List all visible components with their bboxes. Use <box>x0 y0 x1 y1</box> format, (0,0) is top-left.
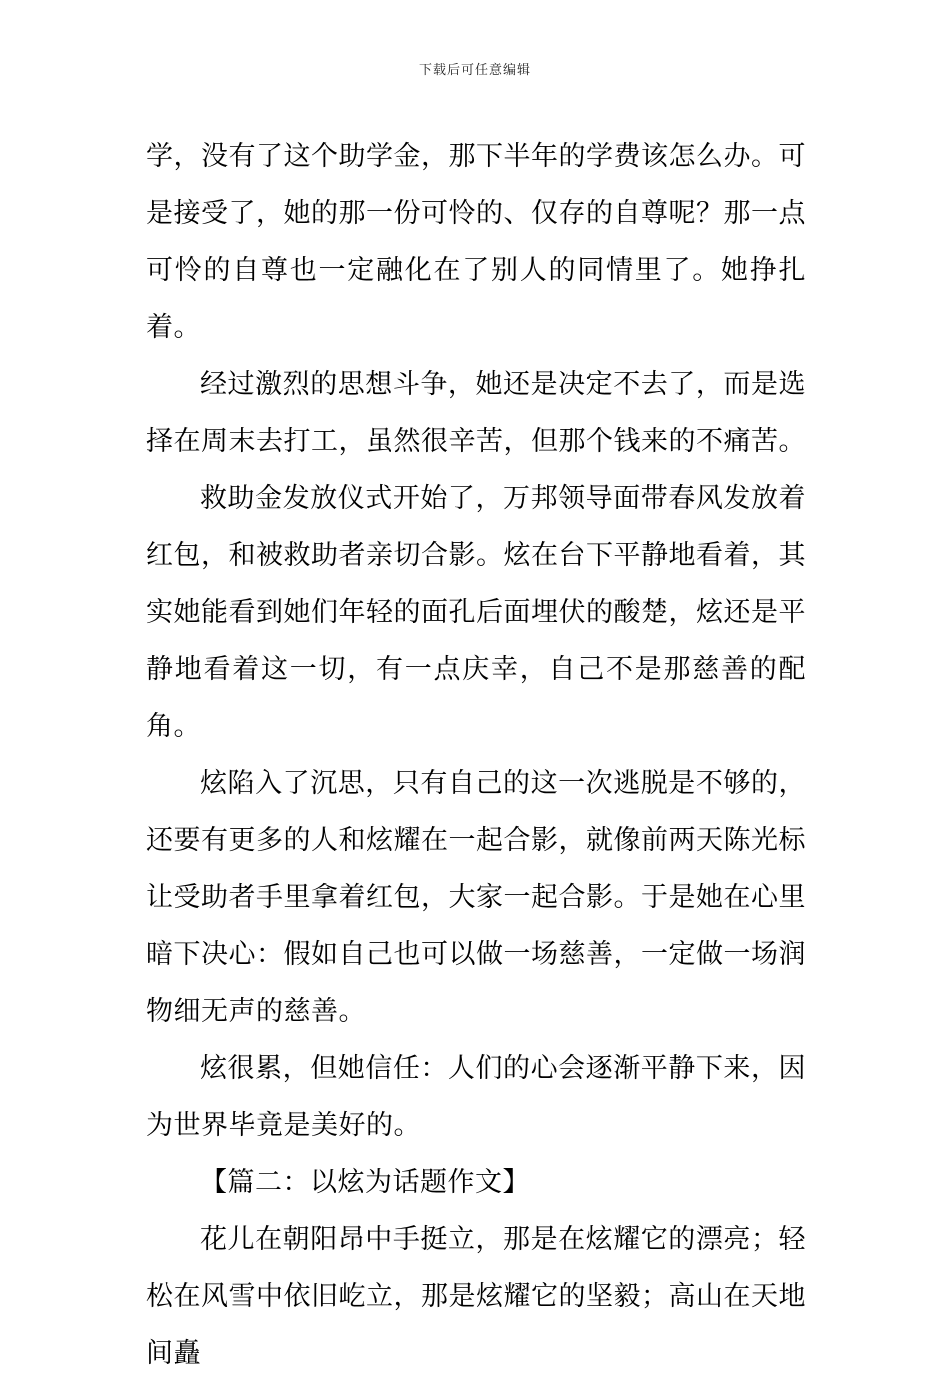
document-body <box>146 128 806 1382</box>
paragraph-2: 经过激烈的思想斗争，她还是决定不去了，而是选择在周末去打工，虽然很辛苦，但那个钱来的不痛苦。 <box>146 369 806 457</box>
page-header: 下载后可任意编辑 <box>418 63 531 78</box>
section-heading: 【篇二：以炫为话题作文】 <box>200 1167 530 1198</box>
paragraph-6: 花儿在朝阳昂中手挺立，那是在炫耀它的漂亮；轻松在风雪中依旧屹立，那是炫耀它的坚毅；高山在天地间矗 <box>146 1224 806 1369</box>
paragraph-3: 救助金发放仪式开始了，万邦领导面带春风发放着红包，和被救助者亲切合影。炫在台下平静地看着，其实她能看到她们年轻的面孔后面埋伏的酸楚，炫还是平静地看着这一切，有一点庆幸，自己不是那慈善的配角。 <box>146 483 806 742</box>
paragraph-5: 炫很累，但她信任：人们的心会逐渐平静下来，因为世界毕竟是美好的。 <box>146 1053 806 1141</box>
paragraph-4: 炫陷入了沉思，只有自己的这一次逃脱是不够的，还要有更多的人和炫耀在一起合影，就像前两天陈光标让受助者手里拿着红包，大家一起合影。于是她在心里暗下决心：假如自己也可以做一场慈善，一定做一场润物细无声的慈善。 <box>146 768 806 1027</box>
paragraph-1: 学，没有了这个助学金，那下半年的学费该怎么办。可是接受了，她的那一份可怜的、仅存的自尊呢？那一点可怜的自尊也一定融化在了别人的同情里了。她挣扎着。 <box>146 141 806 343</box>
